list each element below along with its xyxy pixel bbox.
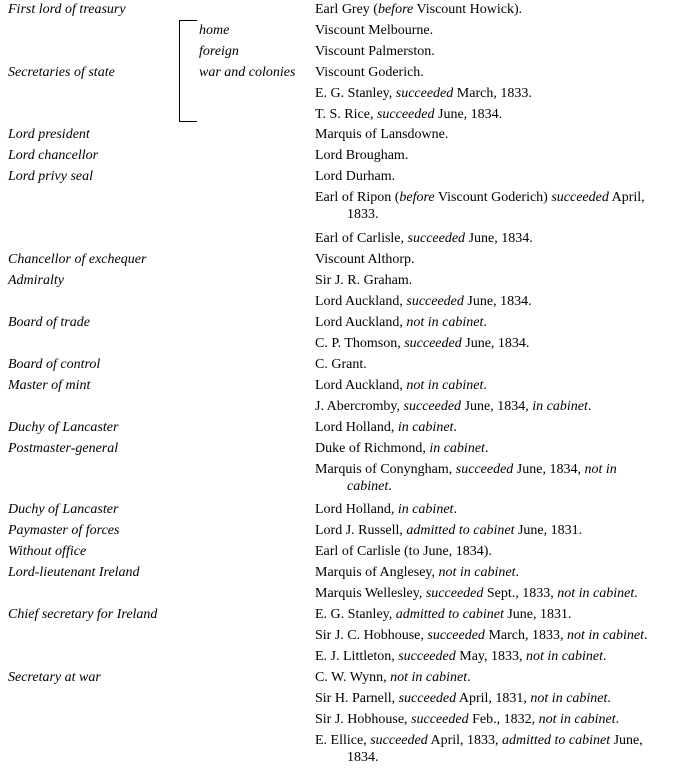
holder-entry: Marquis of Lansdowne.	[315, 127, 449, 142]
office-label: Lord-lieutenant Ireland	[8, 565, 140, 580]
holder-entry: E. Ellice, succeeded April, 1833, admitted to cabinet June, 1834.	[315, 733, 643, 765]
holder-entry: C. Grant.	[315, 357, 367, 372]
holder-entry: Lord J. Russell, admitted to cabinet June, 1831.	[315, 523, 583, 538]
holder-entry: Sir J. C. Hobhouse, succeeded March, 1833, not in cabinet.	[315, 628, 648, 643]
holder-entry: Sir J. Hobhouse, succeeded Feb., 1832, not in cabinet.	[315, 712, 620, 727]
holder-entry: T. S. Rice, succeeded June, 1834.	[315, 107, 503, 122]
holder-entry: Viscount Palmerston.	[315, 44, 435, 59]
holder-entry: E. G. Stanley, succeeded March, 1833.	[315, 86, 532, 101]
secretaries-bracket	[179, 20, 197, 122]
holder-entry: Viscount Goderich.	[315, 65, 424, 80]
holder-entry: Marquis of Anglesey, not in cabinet.	[315, 565, 520, 580]
office-label: Board of trade	[8, 315, 90, 330]
office-label: Chancellor of exchequer	[8, 252, 147, 267]
holder-entry: Marquis of Conyngham, succeeded June, 1834, not in cabinet.	[315, 462, 617, 494]
holder-entry: Earl of Ripon (before Viscount Goderich) succeeded April, 1833.	[315, 190, 645, 222]
holder-entry: E. J. Littleton, succeeded May, 1833, not in cabinet.	[315, 649, 607, 664]
office-label: Postmaster-general	[8, 441, 119, 456]
holder-entry: Earl Grey (before Viscount Howick).	[315, 2, 523, 17]
office-label: Secretaries of state	[8, 65, 115, 80]
office-label: Paymaster of forces	[8, 523, 120, 538]
holder-entry: Lord Auckland, not in cabinet.	[315, 315, 487, 330]
holder-entry: Duke of Richmond, in cabinet.	[315, 441, 489, 456]
secretary-sublabel-home: home	[199, 23, 230, 38]
office-label: Secretary at war	[8, 670, 101, 685]
office-label: Chief secretary for Ireland	[8, 607, 158, 622]
secretary-sublabel-war-and-colonies: war and colonies	[199, 65, 296, 80]
holder-entry: Earl of Carlisle (to June, 1834).	[315, 544, 492, 559]
holder-entry: Lord Brougham.	[315, 148, 409, 163]
holder-entry: Lord Durham.	[315, 169, 396, 184]
holder-entry: Viscount Althorp.	[315, 252, 415, 267]
holder-entry: J. Abercromby, succeeded June, 1834, in cabinet.	[315, 399, 592, 414]
holder-entry: Marquis Wellesley, succeeded Sept., 1833, not in cabinet.	[315, 586, 638, 601]
office-label: Lord privy seal	[8, 169, 94, 184]
holder-entry: E. G. Stanley, admitted to cabinet June, 1831.	[315, 607, 572, 622]
office-label: Duchy of Lancaster	[8, 420, 119, 435]
secretary-sublabel-foreign: foreign	[199, 44, 239, 59]
holder-entry: Lord Holland, in cabinet.	[315, 502, 457, 517]
holder-entry: Viscount Melbourne.	[315, 23, 434, 38]
holder-entry: Earl of Carlisle, succeeded June, 1834.	[315, 231, 533, 246]
holder-entry: C. W. Wynn, not in cabinet.	[315, 670, 471, 685]
office-label: Lord president	[8, 127, 90, 142]
office-label: First lord of treasury	[8, 2, 126, 17]
holder-entry: Sir J. R. Graham.	[315, 273, 413, 288]
office-label: Admiralty	[8, 273, 64, 288]
holder-entry: Lord Holland, in cabinet.	[315, 420, 457, 435]
office-label: Duchy of Lancaster	[8, 502, 119, 517]
holder-entry: Lord Auckland, not in cabinet.	[315, 378, 487, 393]
office-label: Board of control	[8, 357, 101, 372]
office-label: Without office	[8, 544, 87, 559]
holder-entry: Lord Auckland, succeeded June, 1834.	[315, 294, 532, 309]
office-label: Master of mint	[8, 378, 91, 393]
holder-entry: C. P. Thomson, succeeded June, 1834.	[315, 336, 530, 351]
holder-entry: Sir H. Parnell, succeeded April, 1831, not in cabinet.	[315, 691, 611, 706]
office-label: Lord chancellor	[8, 148, 99, 163]
